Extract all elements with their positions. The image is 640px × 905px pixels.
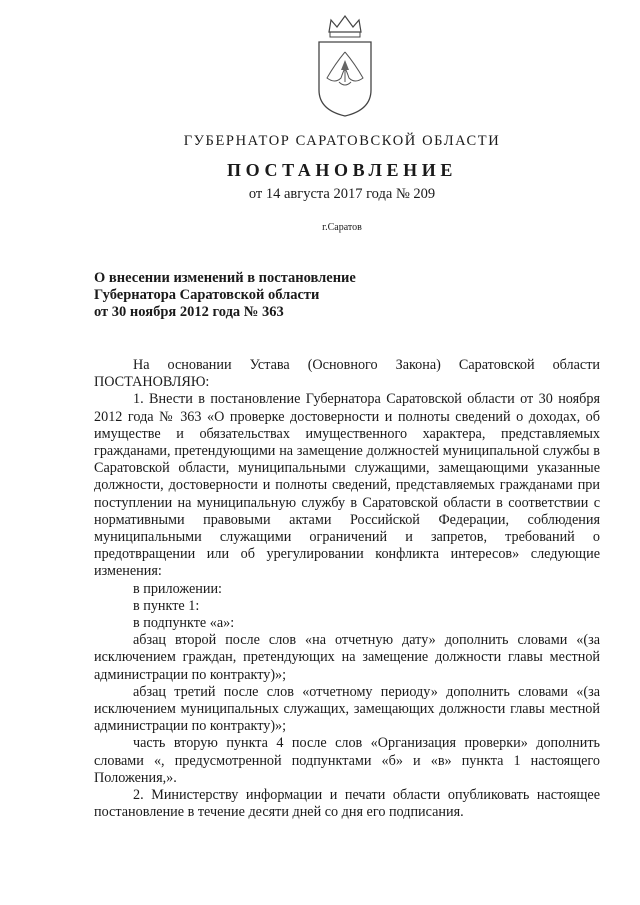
subject-line: Губернатора Саратовской области (94, 287, 320, 303)
document-body (94, 357, 600, 821)
subject-line: от 30 ноября 2012 года № 363 (94, 304, 284, 320)
document-date-number: от 14 августа 2017 года № 209 (248, 186, 436, 202)
body-paragraph: абзац третий после слов «отчетному периоду» дополнить словами «(за исключением муниципальных служащих, замещающих должности главы местной администрации по контракту)»; (94, 683, 600, 735)
saratov-coat-of-arms-icon (305, 12, 385, 118)
body-paragraph: в подпункте «а»: (133, 615, 235, 632)
document-type: ПОСТАНОВЛЕНИЕ (227, 160, 457, 180)
body-paragraph: в пункте 1: (133, 597, 200, 614)
body-paragraph: часть вторую пункта 4 после слов «Организация проверки» дополнить словами «, предусмотренной подпунктами «б» и «в» пункта 1 настоящего Положения,». (94, 735, 600, 786)
body-paragraph: 1. Внести в постановление Губернатора Саратовской области от 30 ноября 2012 года № 363 «О проверке достоверности и полноты сведений о доходах, об имуществе и обязательствах имущественного характера, представляемых гражданами, претендующими на замещение должностей муниципальной службы в Саратовской области, муниципальными служащими, замещающими указанные должности, достоверности и полноты сведений, представляемых гражданами при поступлении на муниципальную службу в Саратовской области в соответствии с нормативными правовыми актами Российской Федерации, соблюдения муниципальными служащими ограничений и запретов, требований о предотвращении или об урегулировании конфликта интересов» следующие изменения: (94, 391, 600, 580)
subject-line: О внесении изменений в постановление (94, 270, 356, 286)
document-city: г.Саратов (322, 222, 362, 233)
issuing-authority: ГУБЕРНАТОР САРАТОВСКОЙ ОБЛАСТИ (183, 133, 501, 149)
body-paragraph: в приложении: (133, 580, 222, 597)
preamble-paragraph: На основании Устава (Основного Закона) Саратовской области ПОСТАНОВЛЯЮ: (94, 357, 600, 391)
document-subject (94, 270, 454, 321)
body-paragraph: абзац второй после слов «на отчетную дату» дополнить словами «(за исключением граждан, претендующих на замещение должности главы местной администрации по контракту)»; (94, 632, 600, 683)
body-paragraph: 2. Министерству информации и печати области опубликовать настоящее постановление в течение десяти дней со дня его подписания. (94, 787, 600, 821)
